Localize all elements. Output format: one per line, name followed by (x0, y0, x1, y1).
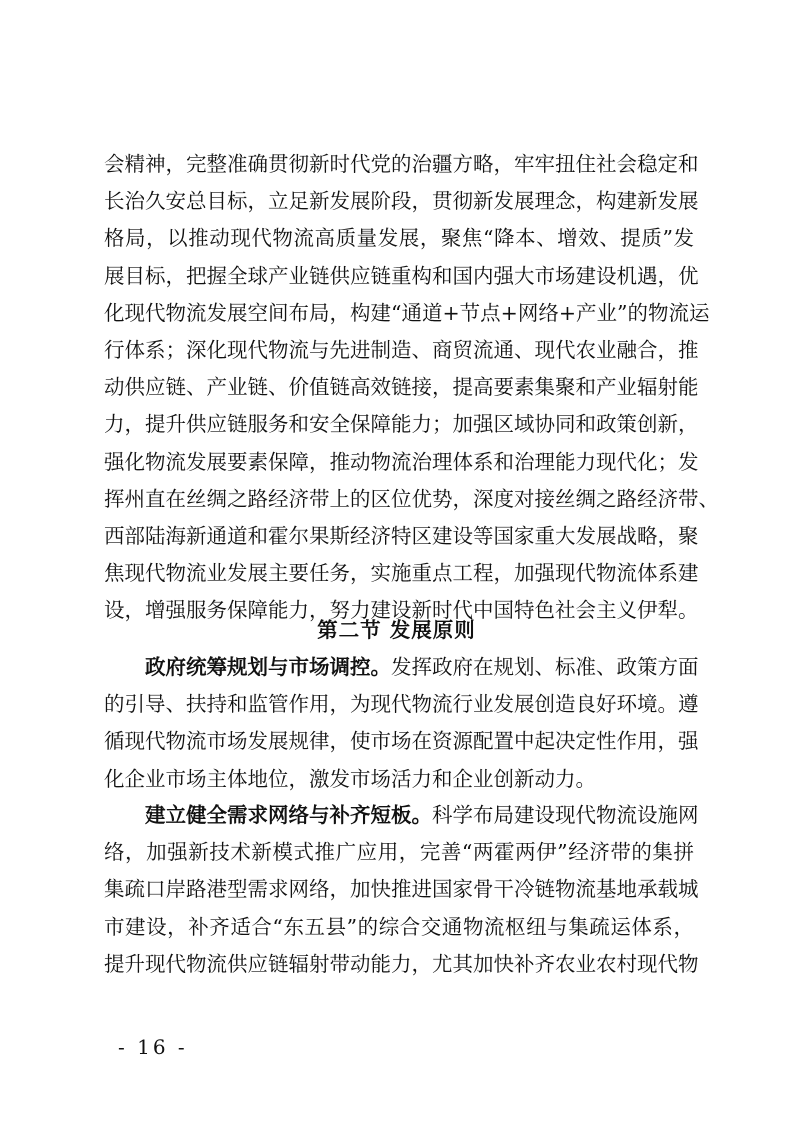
text-line (104, 797, 699, 834)
text-run: 科学布局建设现代物流设施网 (432, 803, 699, 827)
text-line: 长治久安总目标，立足新发展阶段，贯彻新发展理念，构建新发展 (104, 189, 699, 214)
text-line (104, 649, 699, 686)
text-line: 挥州直在丝绸之路经济带上的区位优势，深度对接丝绸之路经济带、 (104, 486, 719, 511)
text-line: 市建设，补齐适合“东五县”的综合交通物流枢纽与集疏运体系， (104, 914, 694, 939)
text-line: 西部陆海新通道和霍尔果斯经济特区建设等国家重大发展战略，聚 (104, 523, 699, 548)
paragraph-lead-phrase: 建立健全需求网络与补齐短板。 (145, 803, 432, 827)
paragraph-guiding-thought (104, 146, 719, 629)
text-line: 会精神，完整准确贯彻新时代党的治疆方略，牢牢扭住社会稳定和 (104, 152, 699, 176)
text-line: 设，增强服务保障能力，努力建设新时代中国特色社会主义伊犁。 (104, 598, 699, 623)
text-line: 焦现代物流业发展主要任务，实施重点工程，加强现代物流体系建 (104, 561, 699, 586)
text-line: 力，提升供应链服务和安全保障能力；加强区域协同和政策创新， (104, 412, 699, 437)
text-line: 展目标，把握全球产业链供应链重构和国内强大市场建设机遇，优 (104, 263, 699, 288)
text-line: 集疏口岸路港型需求网络，加快推进国家骨干冷链物流基地承载城 (104, 877, 699, 902)
text-line: 动供应链、产业链、价值链高效链接，提高要素集聚和产业辐射能 (104, 375, 699, 400)
text-line: 的引导、扶持和监管作用，为现代物流行业发展创造良好环境。遵 (104, 692, 699, 717)
page-number: - 16 - (118, 1035, 188, 1059)
text-line: 行体系；深化现代物流与先进制造、商贸流通、现代农业融合，推 (104, 337, 699, 362)
text-run: 发挥政府在规划、标准、政策方面 (391, 655, 699, 679)
paragraph-demand-network (104, 797, 699, 983)
text-line: 循现代物流市场发展规律，使市场在资源配置中起决定性作用，强 (104, 729, 699, 754)
section-heading: 第二节 发展原则 (317, 618, 476, 642)
text-line: 络，加强新技术新模式推广应用，完善“两霍两伊”经济带的集拼 (104, 840, 694, 865)
text-line: 提升现代物流供应链辐射带动能力，尤其加快补齐农业农村现代物 (104, 951, 699, 976)
text-line: 化现代物流发展空间布局，构建“通道+节点+网络+产业”的物流运 (104, 300, 710, 325)
text-line: 化企业市场主体地位，激发市场活力和企业创新动力。 (104, 766, 596, 791)
text-line: 强化物流发展要素保障，推动物流治理体系和治理能力现代化；发 (104, 449, 699, 474)
paragraph-lead-phrase: 政府统筹规划与市场调控。 (145, 655, 391, 679)
text-line: 格局，以推动现代物流高质量发展，聚焦“降本、增效、提质”发 (104, 226, 694, 251)
paragraph-government-planning (104, 649, 699, 798)
